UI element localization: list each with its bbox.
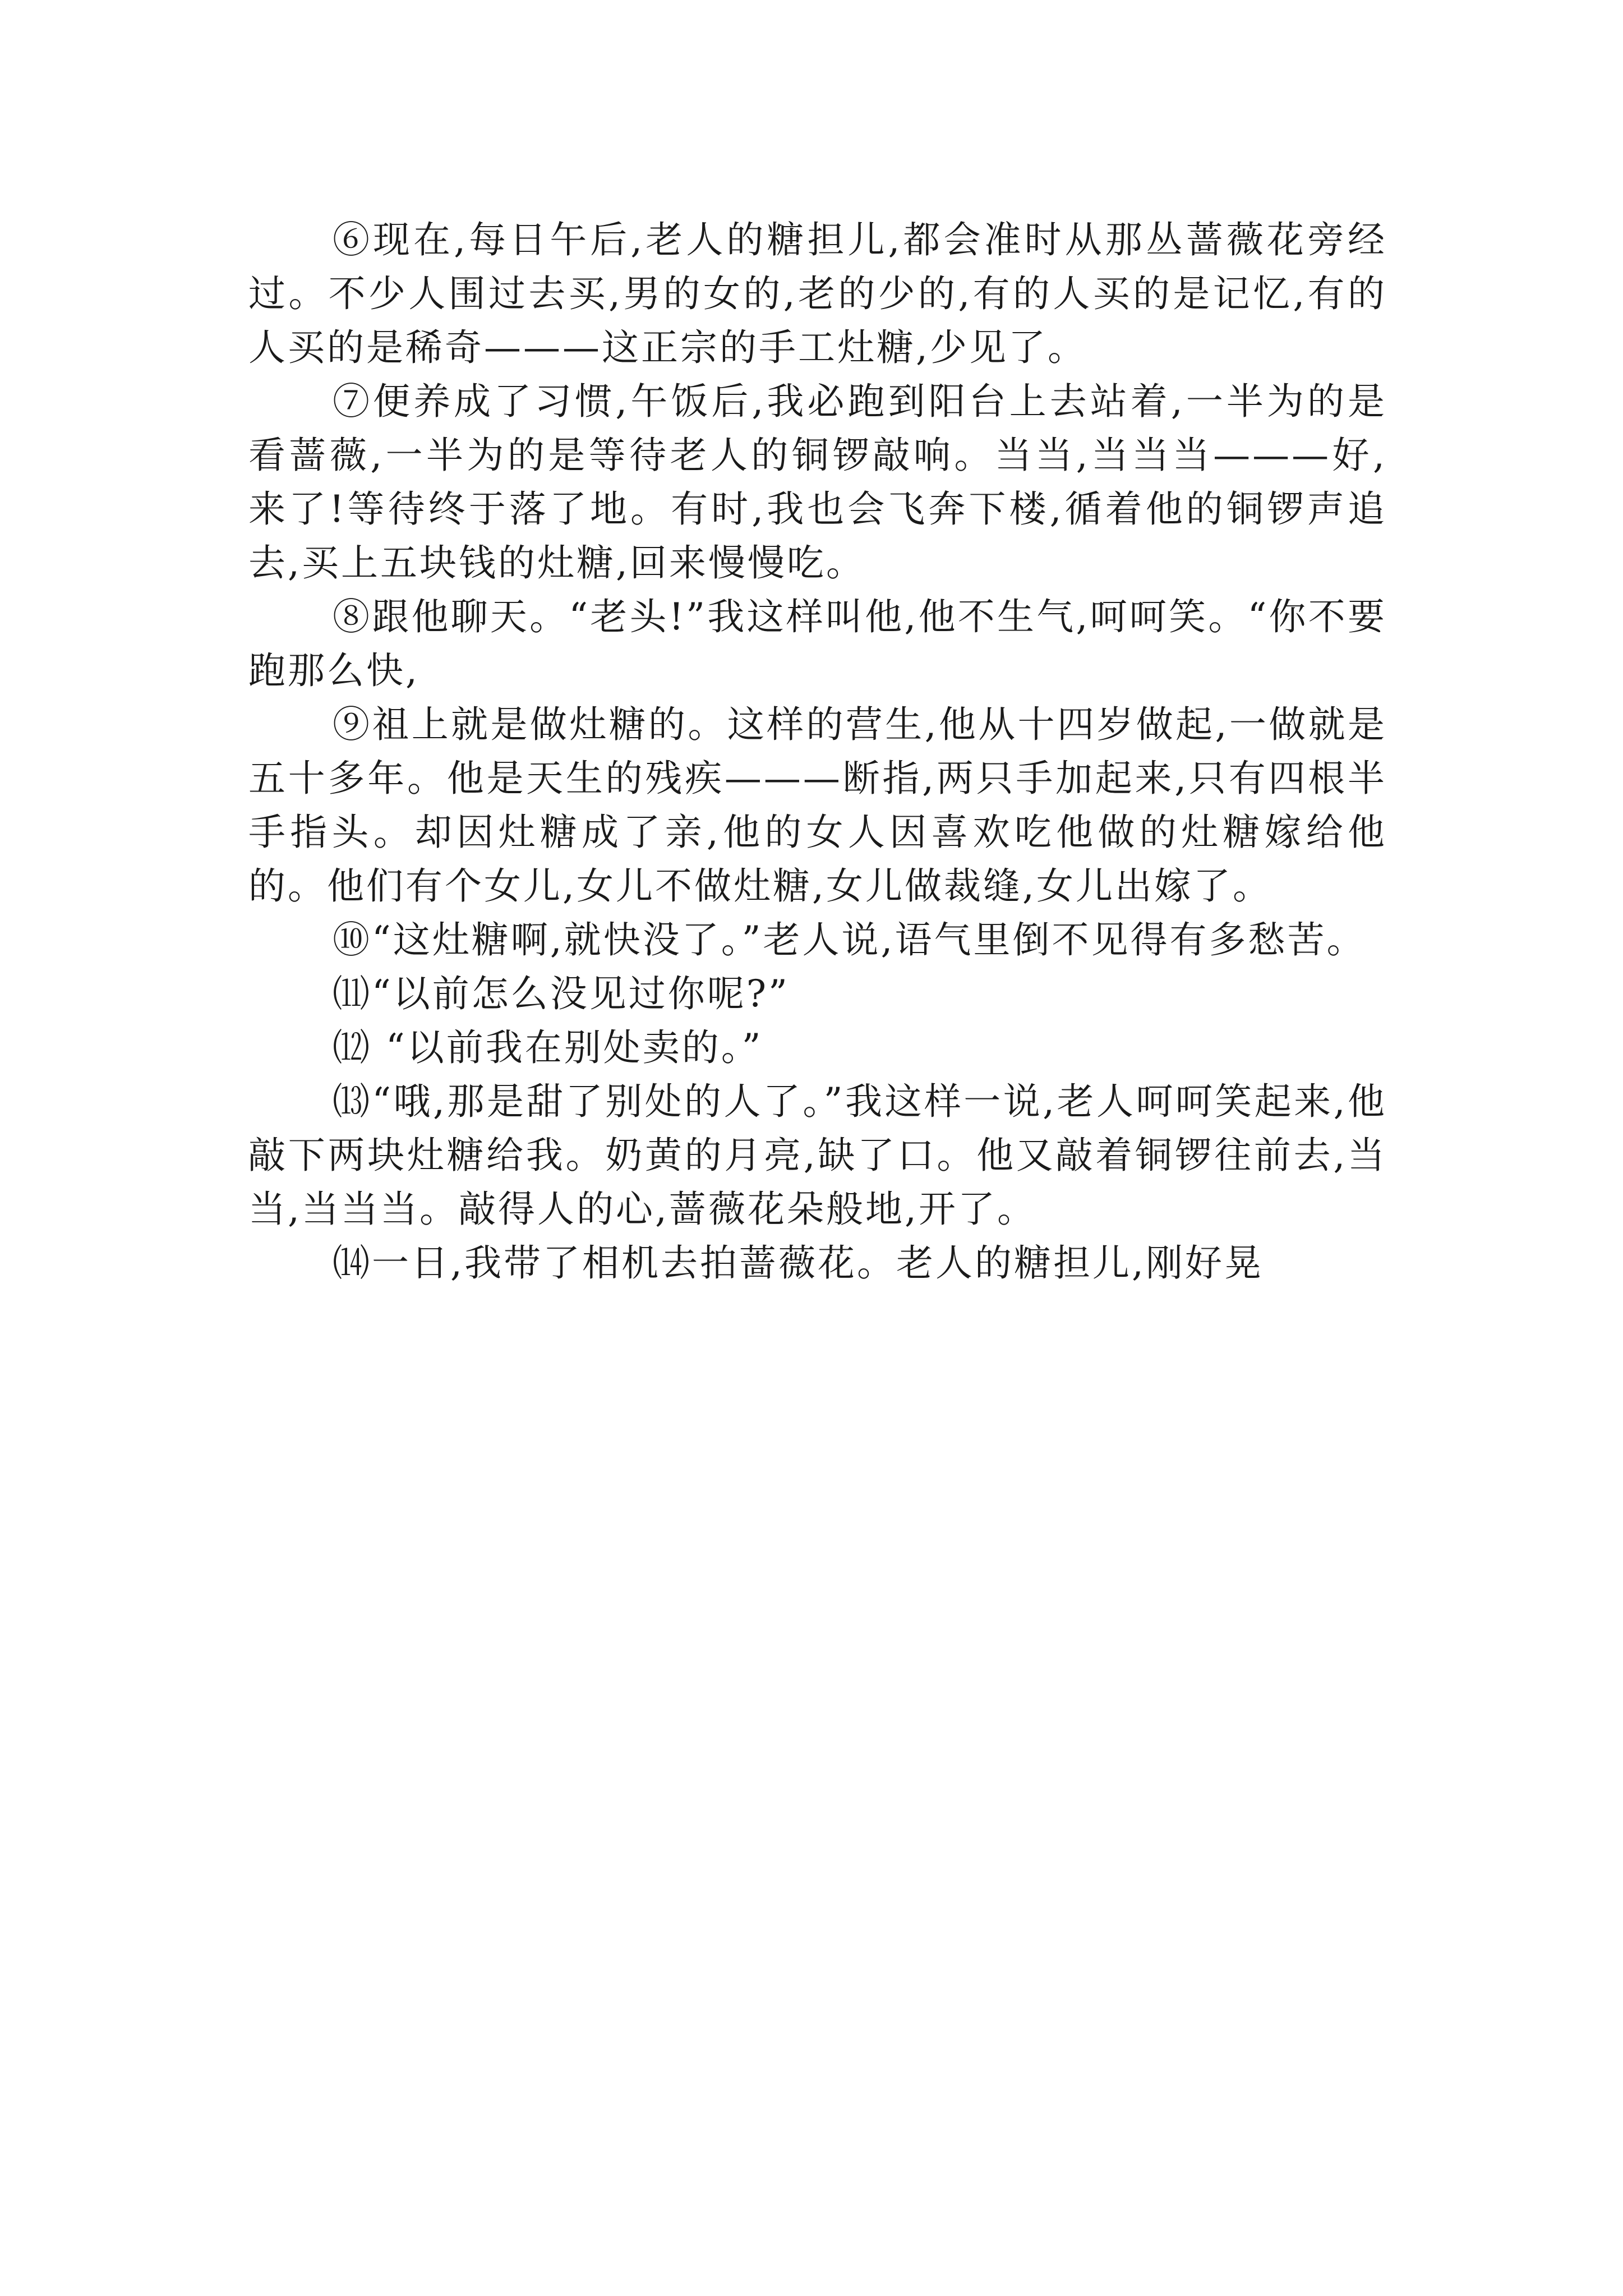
paragraph-9: ⑨祖上就是做灶糖的。这样的营生,他从十四岁做起,一做就是五十多年。他是天生的残疾———断指,两只手加起来,只有四根半手指头。却因灶糖成了亲,他的女人因喜欢吃他做的灶糖嫁给他的。他们有个女儿,女儿不做灶糖,女儿做裁缝,女儿出嫁了。 [248,703,1387,908]
paragraph-12: ⑿ “以前我在别处卖的。” [333,1026,763,1069]
paragraph-11: ⑾“以前怎么没见过你呢?” [333,972,790,1015]
paragraph-14: ⒁一日,我带了相机去拍蔷薇花。老人的糖担儿,刚好晃 [333,1241,1264,1285]
paragraph-7: ⑦便养成了习惯,午饭后,我必跑到阳台上去站着,一半为的是看蔷薇,一半为的是等待老人的铜锣敲响。当当,当当当———好,来了!等待终于落了地。有时,我也会飞奔下楼,循着他的铜锣声追去,买上五块钱的灶糖,回来慢慢吃。 [248,380,1387,585]
paragraph-8: ⑧跟他聊天。“老头!”我这样叫他,他不生气,呵呵笑。“你不要跑那么快, [248,595,1387,692]
paragraph-13: ⒀“哦,那是甜了别处的人了。”我这样一说,老人呵呵笑起来,他敲下两块灶糖给我。奶黄的月亮,缺了口。他又敲着铜锣往前去,当当,当当当。敲得人的心,蔷薇花朵般地,开了。 [248,1080,1387,1231]
paragraph-10: ⑩“这灶糖啊,就快没了。”老人说,语气里倒不见得有多愁苦。 [333,918,1366,961]
paragraph-6: ⑥现在,每日午后,老人的糖担儿,都会准时从那丛蔷薇花旁经过。不少人围过去买,男的女的,老的少的,有的人买的是记忆,有的人买的是稀奇———这正宗的手工灶糖,少见了。 [248,218,1387,369]
article-body [248,213,1387,1290]
